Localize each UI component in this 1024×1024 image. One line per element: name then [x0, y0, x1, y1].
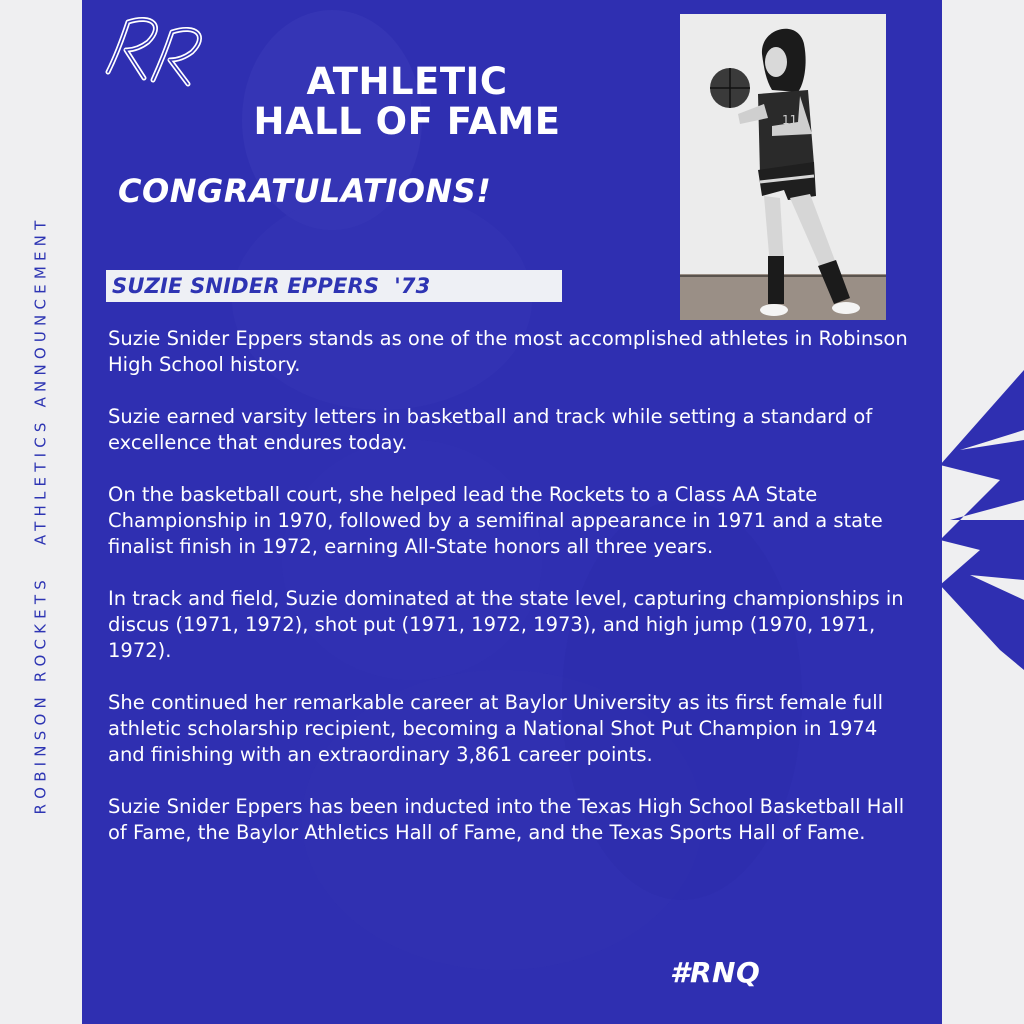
bio-paragraph: Suzie Snider Eppers has been inducted into the Texas High School Basketball Hall of Fame, the Baylor Athletics Hall of Fame, and the Texas Sports Hall of Fame.: [108, 795, 905, 844]
congratulations-heading: CONGRATULATIONS!: [118, 172, 492, 210]
bio-paragraph: In track and field, Suzie dominated at the state level, capturing championships in discus (1971, 1972), shot put (1971, 1972, 1973), and high jump (1970, 1971, 1972).: [108, 587, 904, 662]
hashtag-label: #RNQ: [670, 956, 761, 989]
title-line-1: ATHLETIC: [306, 60, 508, 103]
title-line-2: HALL OF FAME: [253, 100, 561, 143]
vertical-announcement-label: [28, 130, 52, 900]
inductee-name: SUZIE SNIDER EPPERS '73: [112, 274, 431, 298]
bio-paragraph: On the basketball court, she helped lead the Rockets to a Class AA State Championship in 1970, followed by a semifinal appearance in 1971 and a state finalist finish in 1972, earning All-State honors all three years.: [108, 483, 883, 558]
inductee-name-tag: [106, 270, 562, 302]
vertical-announcement-text: ROBINSON ROCKETS ATHLETICS ANNOUNCEMENT: [31, 215, 49, 815]
announcement-panel: [82, 0, 942, 1024]
bio-paragraph: She continued her remarkable career at Baylor University as its first female full athletic scholarship recipient, becoming a National Shot Put Champion in 1974 and finishing with an extraordinary 3,861 career points.: [108, 691, 884, 766]
inductee-biography: [108, 326, 908, 872]
brush-stroke-decoration: [940, 370, 1024, 670]
page-title: [182, 62, 632, 142]
bio-paragraph: Suzie Snider Eppers stands as one of the most accomplished athletes in Robinson High School history.: [108, 327, 908, 376]
svg-text:11: 11: [782, 113, 798, 127]
basketball-player-photo: [680, 14, 886, 320]
bio-paragraph: Suzie earned varsity letters in basketball and track while setting a standard of excellence that endures today.: [108, 405, 873, 454]
